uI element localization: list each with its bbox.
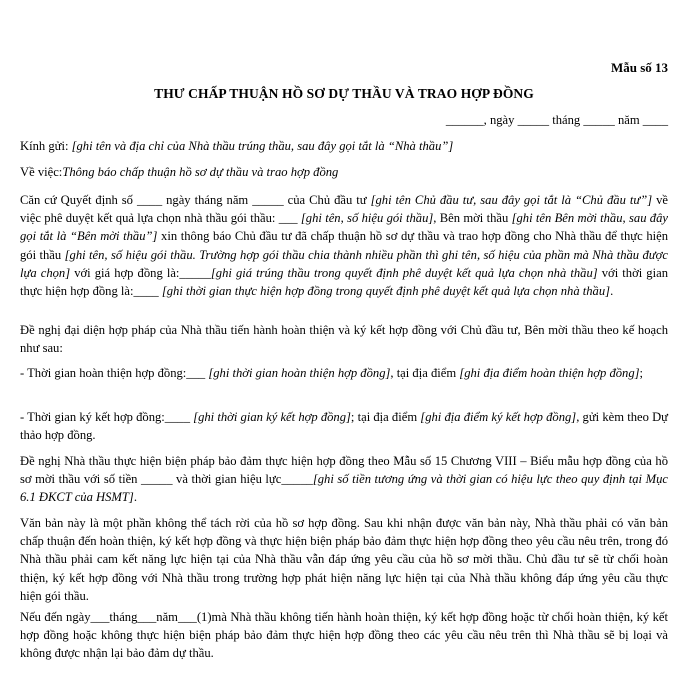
- paragraph-text: , Bên mời thầu: [433, 211, 512, 226]
- date-line: ______, ngày _____ tháng _____ năm ____: [445, 113, 668, 127]
- placeholder-instruction: [ghi tên, số hiệu gói thầu]: [300, 211, 434, 226]
- paragraph-contract-document: [20, 514, 668, 605]
- placeholder-instruction: [ghi thời gian ký kết hợp đồng]: [193, 410, 351, 424]
- placeholder-instruction: [ghi tên, số hiệu gói thầu. Trường hợp gói thầu chia thành nhiều phần thì ghi tên, số hiệu của phần mà Nhà thầu được lựa chọn]: [20, 247, 668, 280]
- paragraph-text: .: [133, 490, 137, 505]
- paragraph-signing-schedule: [20, 408, 668, 444]
- recipient-line: [20, 137, 668, 155]
- paragraph-approval: [20, 191, 668, 300]
- subject-line: [20, 163, 668, 181]
- paragraph-text: , gửi kèm theo Dự thảo hợp đồng.: [20, 410, 668, 443]
- paragraph-text: - Thời gian ký kết hợp đồng:____: [20, 410, 194, 424]
- paragraph-request: [20, 321, 668, 357]
- placeholder-instruction: [ghi số tiền tương ứng và thời gian có hiệu lực theo quy định tại Mục 6.1 ĐKCT của HSMT]: [20, 472, 668, 505]
- paragraph-deadline: [20, 608, 668, 663]
- paragraph-text: .: [610, 284, 614, 299]
- paragraph-text: Đề nghị Nhà thầu thực hiện biện pháp bảo đảm thực hiện hợp đồng theo Mẫu số 15 Chương VIII – Biểu mẫu hợp đồng của hồ sơ mời thầu với số tiền _____ và thời gian hiệu lực_____: [20, 454, 668, 487]
- recipient-label: Kính gửi:: [20, 139, 72, 153]
- placeholder-instruction: [ghi giá trúng thầu trong quyết định phê duyệt kết quả lựa chọn nhà thầu]: [210, 265, 598, 280]
- subject-label: Về việc:: [20, 165, 63, 179]
- paragraph-text: Đề nghị đại diện hợp pháp của Nhà thầu tiến hành hoàn thiện và ký kết hợp đồng với Chủ đầu tư, Bên mời thầu theo kế hoạch như sau:: [20, 323, 668, 356]
- paragraph-text: với giá hợp đồng là:_____: [70, 265, 211, 280]
- placeholder-instruction: [ghi tên Bên mời thầu, sau đây gọi tắt là “Bên mời thầu”]: [20, 211, 668, 244]
- paragraph-text: - Thời gian hoàn thiện hợp đồng:___: [20, 366, 209, 380]
- paragraph-performance-security: [20, 452, 668, 507]
- document-title: THƯ CHẤP THUẬN HỒ SƠ DỰ THẦU VÀ TRAO HỢP ĐỒNG: [154, 86, 534, 101]
- subject-value: Thông báo chấp thuận hồ sơ dự thầu và trao hợp đồng: [62, 165, 339, 179]
- form-number: Mẫu số 13: [610, 60, 668, 75]
- paragraph-text: Nếu đến ngày___tháng___năm___(1)mà Nhà thầu không tiến hành hoàn thiện, ký kết hợp đồng hoặc từ chối hoàn thiện, ký kết hợp đồng hoặc không thực hiện biện pháp bảo đảm thực hiện hợp đồng theo các yêu cầu nêu trên thì Nhà thầu sẽ bị loại và không được nhận lại bảo đảm dự thầu.: [20, 610, 668, 661]
- placeholder-instruction: [ghi thời gian hoàn thiện hợp đồng]: [208, 366, 391, 380]
- paragraph-text: về việc phê duyệt kết quả lựa chọn nhà thầu gói thầu: ___: [20, 193, 669, 226]
- paragraph-text: với thời gian thực hiện hợp đồng là:____: [20, 265, 668, 299]
- paragraph-text: , tại địa điểm: [390, 366, 460, 380]
- placeholder-instruction: [ghi địa điểm hoàn thiện hợp đồng]: [459, 366, 640, 380]
- paragraph-text: ; tại địa điểm: [350, 410, 421, 424]
- paragraph-text: Văn bản này là một phần không thể tách rời của hồ sơ hợp đồng. Sau khi nhận được văn bản này, Nhà thầu phải có văn bản chấp thuận đến hoàn thiện, ký kết hợp đồng và thực hiện biện pháp bảo đảm thực hiện hợp đồng theo yêu cầu nêu trên, trong đó Nhà thầu phải cam kết năng lực hiện tại của Nhà thầu vẫn đáp ứng yêu cầu của hồ sơ mời thầu. Chủ đầu tư sẽ từ chối hoàn thiện, ký kết hợp đồng với Nhà thầu trong trường hợp phát hiện năng lực hiện tại của Nhà thầu không đáp ứng yêu cầu thực hiện gói thầu.: [20, 516, 668, 603]
- placeholder-instruction: [ghi thời gian thực hiện hợp đồng trong quyết định phê duyệt kết quả lựa chọn nhà thầu]: [161, 284, 611, 299]
- placeholder-instruction: [ghi địa điểm ký kết hợp đồng]: [420, 410, 577, 424]
- paragraph-completion-schedule: [20, 364, 668, 382]
- paragraph-text: ;: [639, 366, 644, 380]
- recipient-value: [ghi tên và địa chỉ của Nhà thầu trúng thầu, sau đây gọi tắt là “Nhà thầu”]: [71, 139, 454, 153]
- paragraph-text: xin thông báo Chủ đầu tư đã chấp thuận hồ sơ dự thầu và trao hợp đồng cho Nhà thầu để thực hiện gói thầu: [20, 229, 668, 262]
- paragraph-text: Căn cứ Quyết định số ____ ngày tháng năm _____ của Chủ đầu tư: [20, 193, 371, 207]
- placeholder-instruction: [ghi tên Chủ đầu tư, sau đây gọi tắt là “Chủ đầu tư”]: [370, 193, 653, 207]
